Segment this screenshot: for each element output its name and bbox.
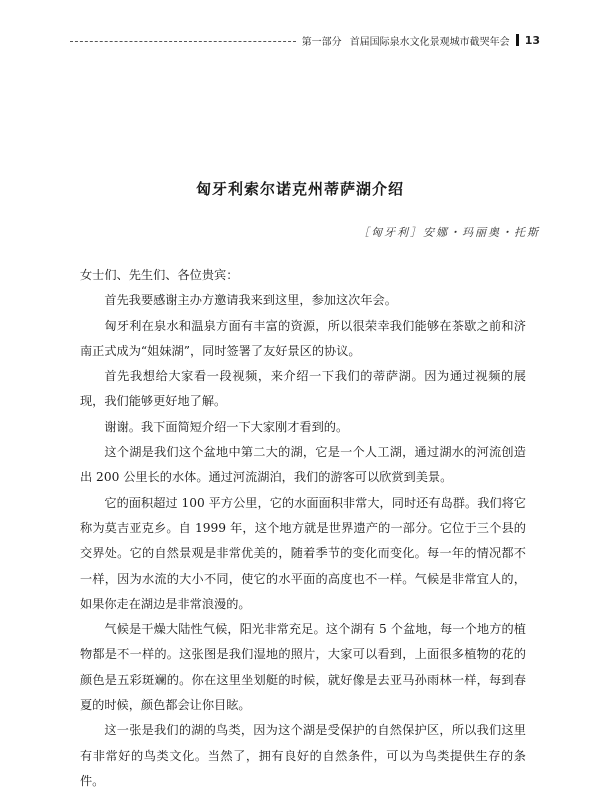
paragraph: 首先我想给大家看一段视频，来介绍一下我们的蒂萨湖。因为通过视频的展现，我们能够更好地了解。: [80, 369, 526, 409]
paragraph: 首先我要感谢主办方邀请我来到这里，参加这次年会。: [104, 293, 397, 308]
header-bar: [516, 34, 519, 46]
paragraph: 气候是干燥大陆性气候，阳光非常充足。这个湖有 5 个盆地，每一个地方的植物都是不一样的。这张图是我们湿地的照片，大家可以看到，上面很多植物的花的颜色是五彩斑斓的。你在这里坐划艇的时候，就好像是去亚马孙雨林一样，每到春夏的时候，颜色都会让你目眩。: [80, 622, 526, 713]
paragraph: 这一张是我们的湖的鸟类，因为这个湖是受保护的自然保护区，所以我们这里有非常好的鸟类文化。当然了，拥有良好的自然条件，可以为鸟类提供生存的条件。: [80, 723, 526, 788]
header-section: 第一部分: [301, 36, 342, 48]
article-body: [80, 263, 526, 794]
paragraph: 匈牙利在泉水和温泉方面有丰富的资源，所以很荣幸我们能够在茶歇之前和济南正式成为“姐妹湖”，同时签署了友好景区的协议。: [80, 318, 526, 358]
header-dotted-rule: [70, 41, 296, 42]
salutation: 女士们、先生们、各位贵宾：: [80, 268, 239, 282]
header-book-title: 首届国际泉水文化景观城市截哭年会: [349, 36, 510, 48]
paragraph: 这个湖是我们这个盆地中第二大的湖，它是一个人工湖，通过湖水的河流创造出 200 公里长的水体。通过河流湖泊，我们的游客可以欣赏到美景。: [80, 445, 526, 485]
article-title: 匈牙利索尔诺克州蒂萨湖介绍: [195, 180, 404, 198]
page-number: 13: [524, 33, 540, 47]
paragraph: 谢谢。我下面简短介绍一下大家刚才看到的。: [104, 419, 349, 434]
running-header: [70, 30, 540, 50]
paragraph: 它的面积超过 100 平方公里，它的水面面积非常大，同时还有岛群。我们将它称为莫吉亚克乡。自 1999 年，这个地方就是世界遗产的一部分。它位于三个县的交界处。它的自然景观是非常优美的，随着季节的变化而变化。每一年的情况都不一样，因为水流的大小不同，使它的水平面的高度也不一样。气候是非常宜人的，如果你走在湖边是非常浪漫的。: [80, 495, 526, 611]
article-author: ［匈牙利］安娜・玛丽奥・托斯: [358, 226, 540, 239]
